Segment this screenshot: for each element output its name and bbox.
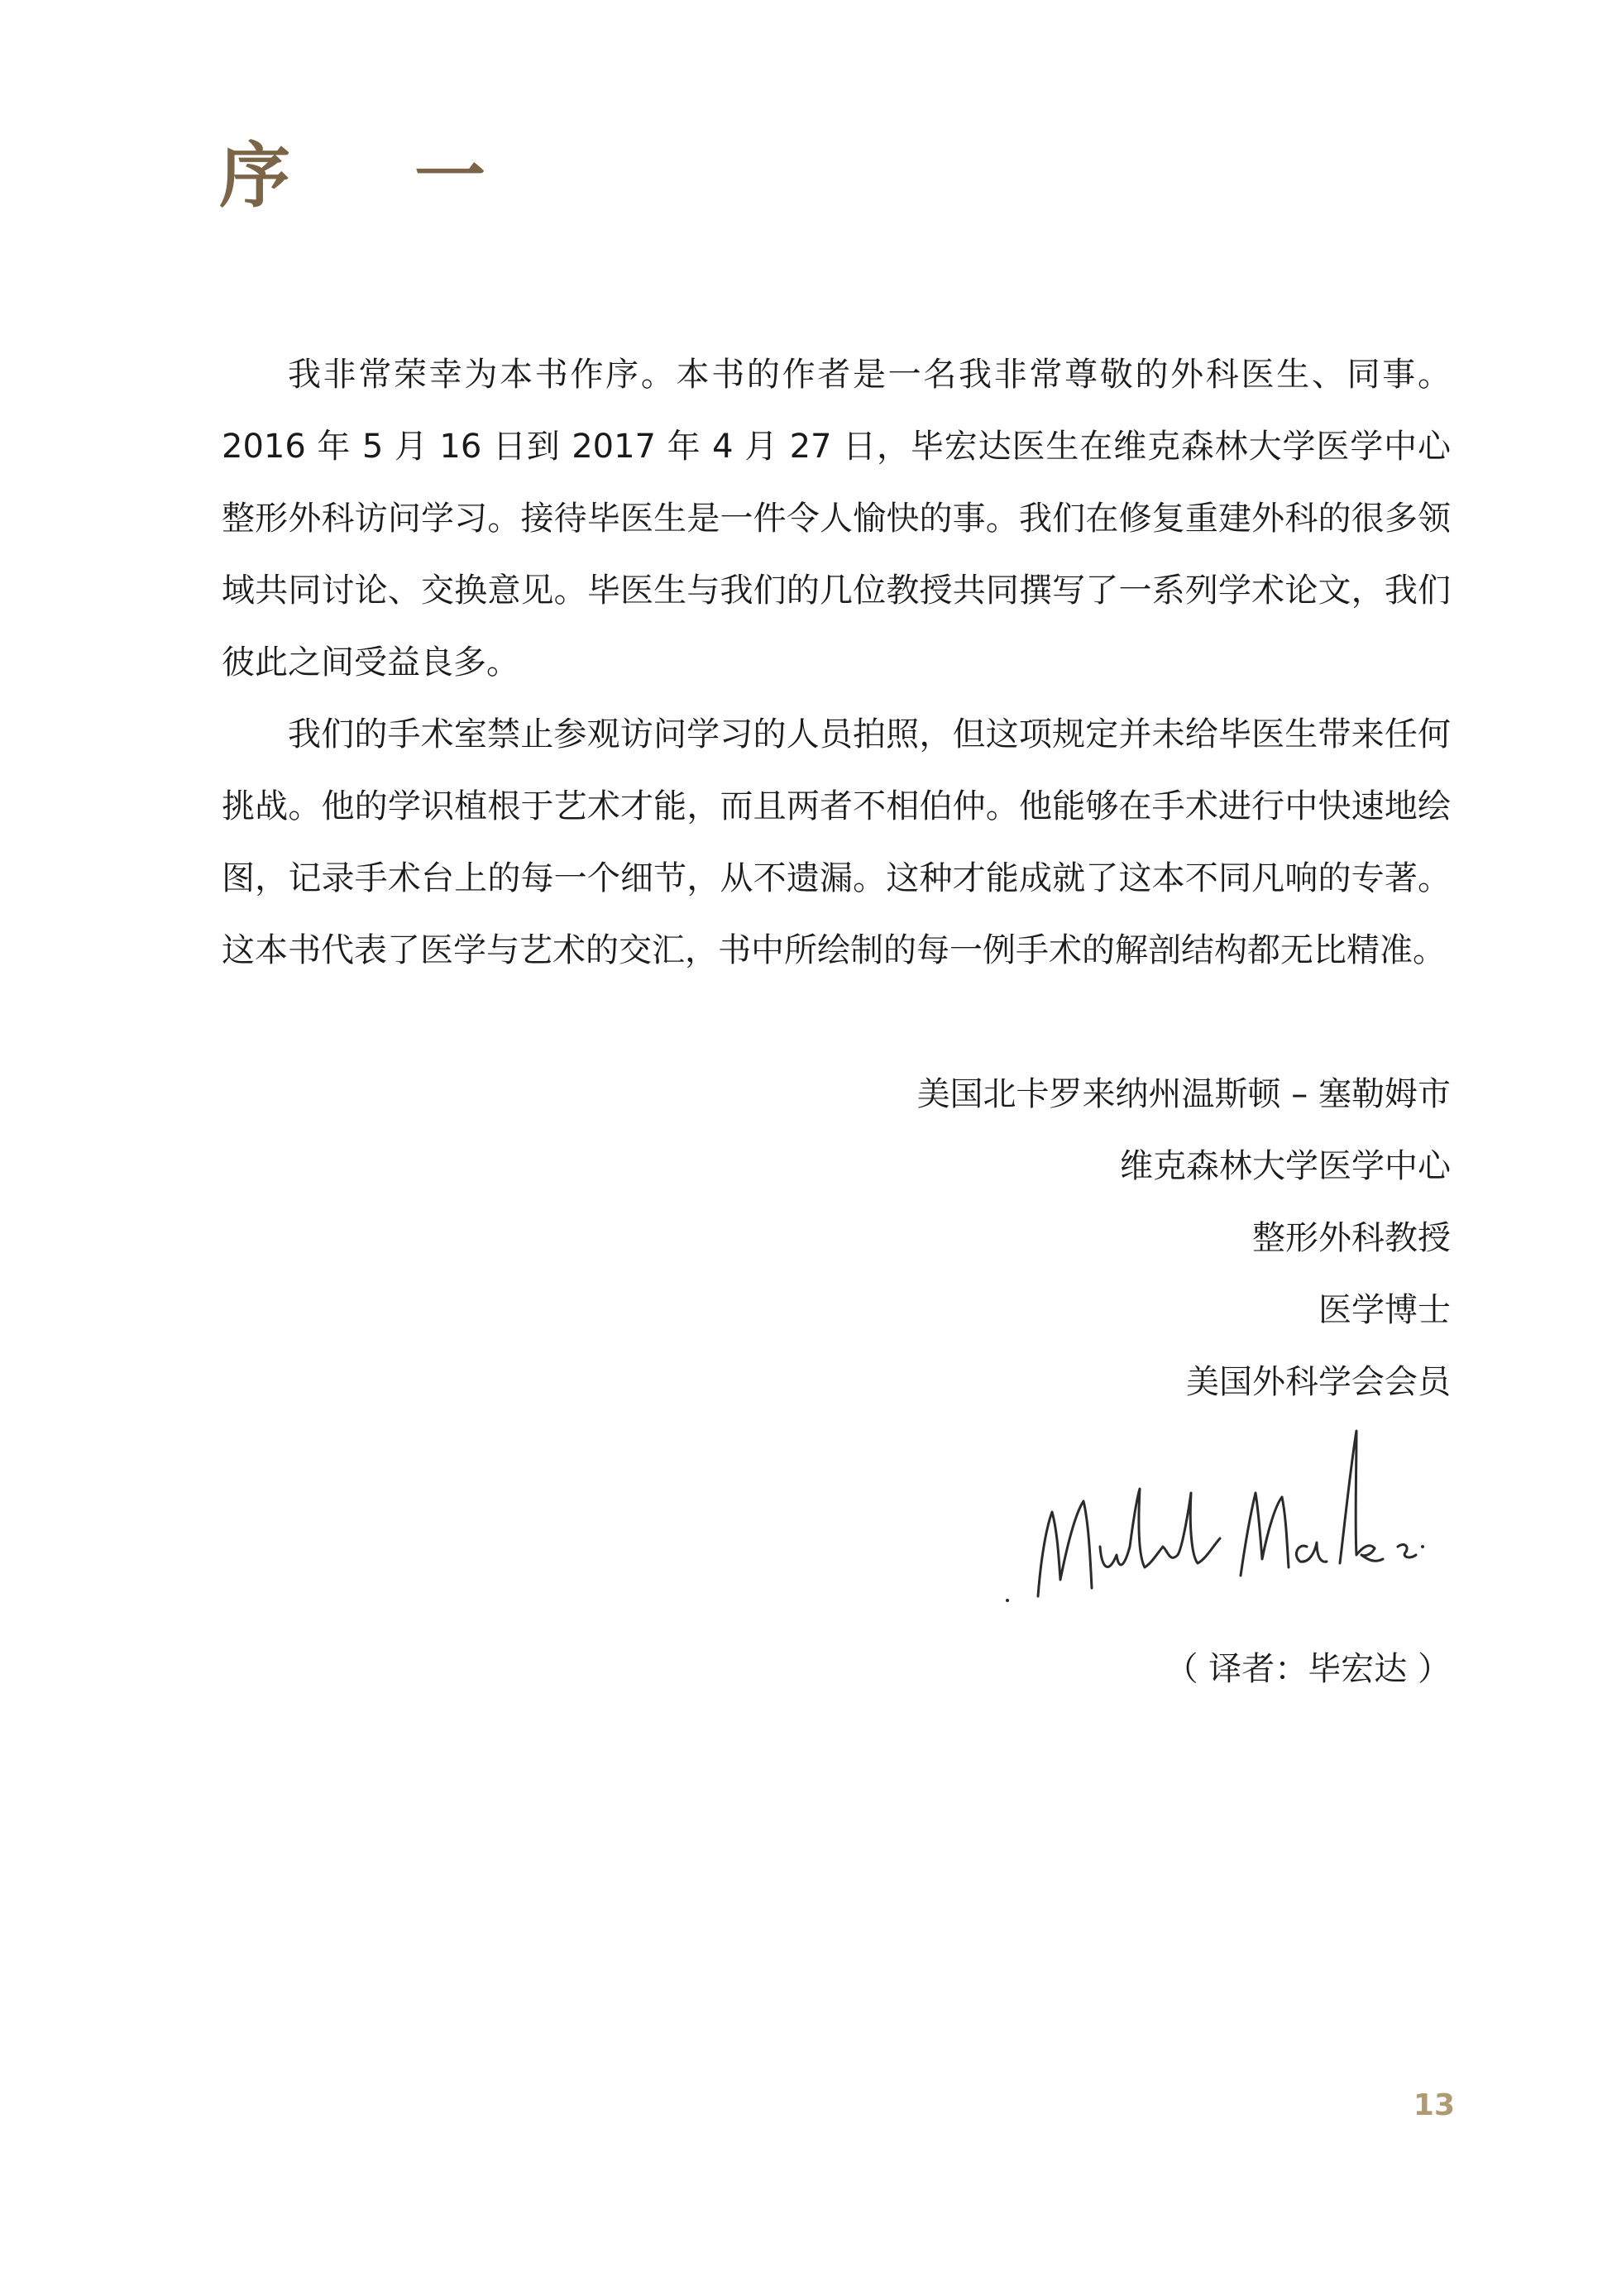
translator-note: （ 译者：毕宏达 ）	[1165, 1650, 1451, 1688]
signatory-location: 美国北卡罗来纳州温斯顿 – 塞勒姆市	[916, 1075, 1451, 1113]
preface-body	[222, 339, 1451, 987]
signatory-position: 整形外科教授	[1252, 1219, 1451, 1257]
page-number: 13	[1413, 2088, 1455, 2122]
handwritten-signature-icon	[993, 1423, 1472, 1638]
signatory-block	[917, 1059, 1451, 1418]
signatory-institution: 维克森林大学医学中心	[1120, 1147, 1451, 1185]
paragraph-1: 我非常荣幸为本书作序。本书的作者是一名我非常尊敬的外科医生、同事。2016 年 5 月 16 日到 2017 年 4 月 27 日，毕宏达医生在维克森林大学医学中心整形外科访问学习。接待毕医生是一件令人愉快的事。我们在修复重建外科的很多领域共同讨论、交换意见。毕医生与我们的几位教授共同撰写了一系列学术论文，我们彼此之间受益良多。	[222, 356, 1451, 682]
page-title: 序 一	[219, 134, 535, 218]
paragraph-2: 我们的手术室禁止参观访问学习的人员拍照，但这项规定并未给毕医生带来任何挑战。他的学识植根于艺术才能，而且两者不相伯仲。他能够在手术进行中快速地绘图，记录手术台上的每一个细节，从不遗漏。这种才能成就了这本不同凡响的专著。这本书代表了医学与艺术的交汇，书中所绘制的每一例手术的解剖结构都无比精准。	[222, 715, 1451, 969]
signatory-degree: 医学博士	[1318, 1291, 1451, 1329]
signatory-membership: 美国外科学会会员	[1186, 1363, 1451, 1401]
